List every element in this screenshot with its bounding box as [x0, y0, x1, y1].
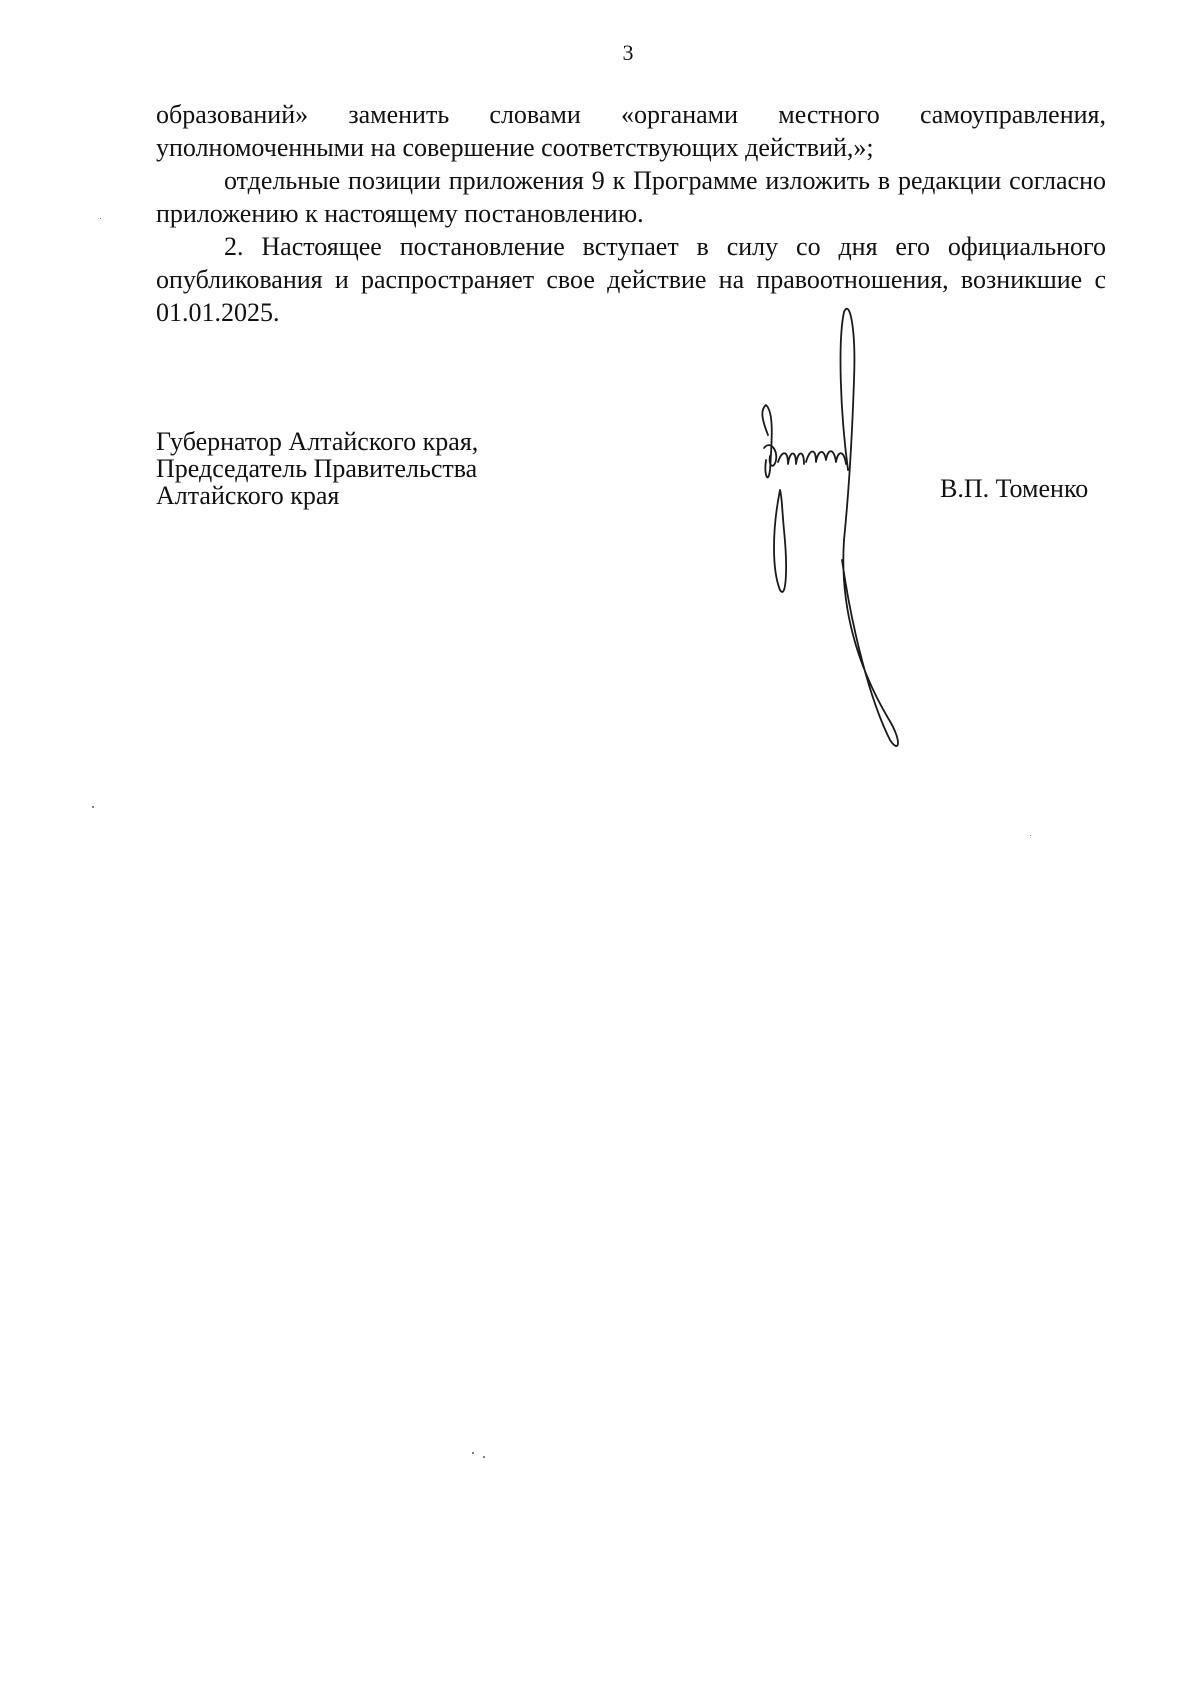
paragraph-appendix: отдельные позиции приложения 9 к Программе изложить в редакции согласно приложению к настоящему постановлению.	[156, 166, 1106, 228]
signatory-title	[156, 428, 478, 509]
scan-speck	[472, 1452, 474, 1454]
signatory-title-line: Председатель Правительства	[156, 454, 478, 483]
signatory-name: В.П. Томенко	[940, 474, 1089, 503]
signatory-title-line: Губернатор Алтайского края,	[156, 427, 479, 456]
body-text	[156, 98, 1106, 329]
scan-speck	[1030, 835, 1031, 836]
signatory-title-line: Алтайского края	[156, 481, 340, 510]
paragraph-effective-date: 2. Настоящее постановление вступает в силу со дня его официального опубликования и распространяет свое действие на правоотношения, возникшие с 01.01.2025.	[156, 232, 1106, 327]
paragraph-continuation: образований» заменить словами «органами местного самоуправления, уполномоченными на совершение соответствующих действий,»;	[156, 100, 1106, 162]
page-number: 3	[622, 40, 634, 65]
scan-speck	[92, 806, 94, 808]
scan-speck	[100, 218, 101, 219]
handwritten-signature	[720, 300, 920, 770]
scan-speck	[483, 1456, 485, 1458]
